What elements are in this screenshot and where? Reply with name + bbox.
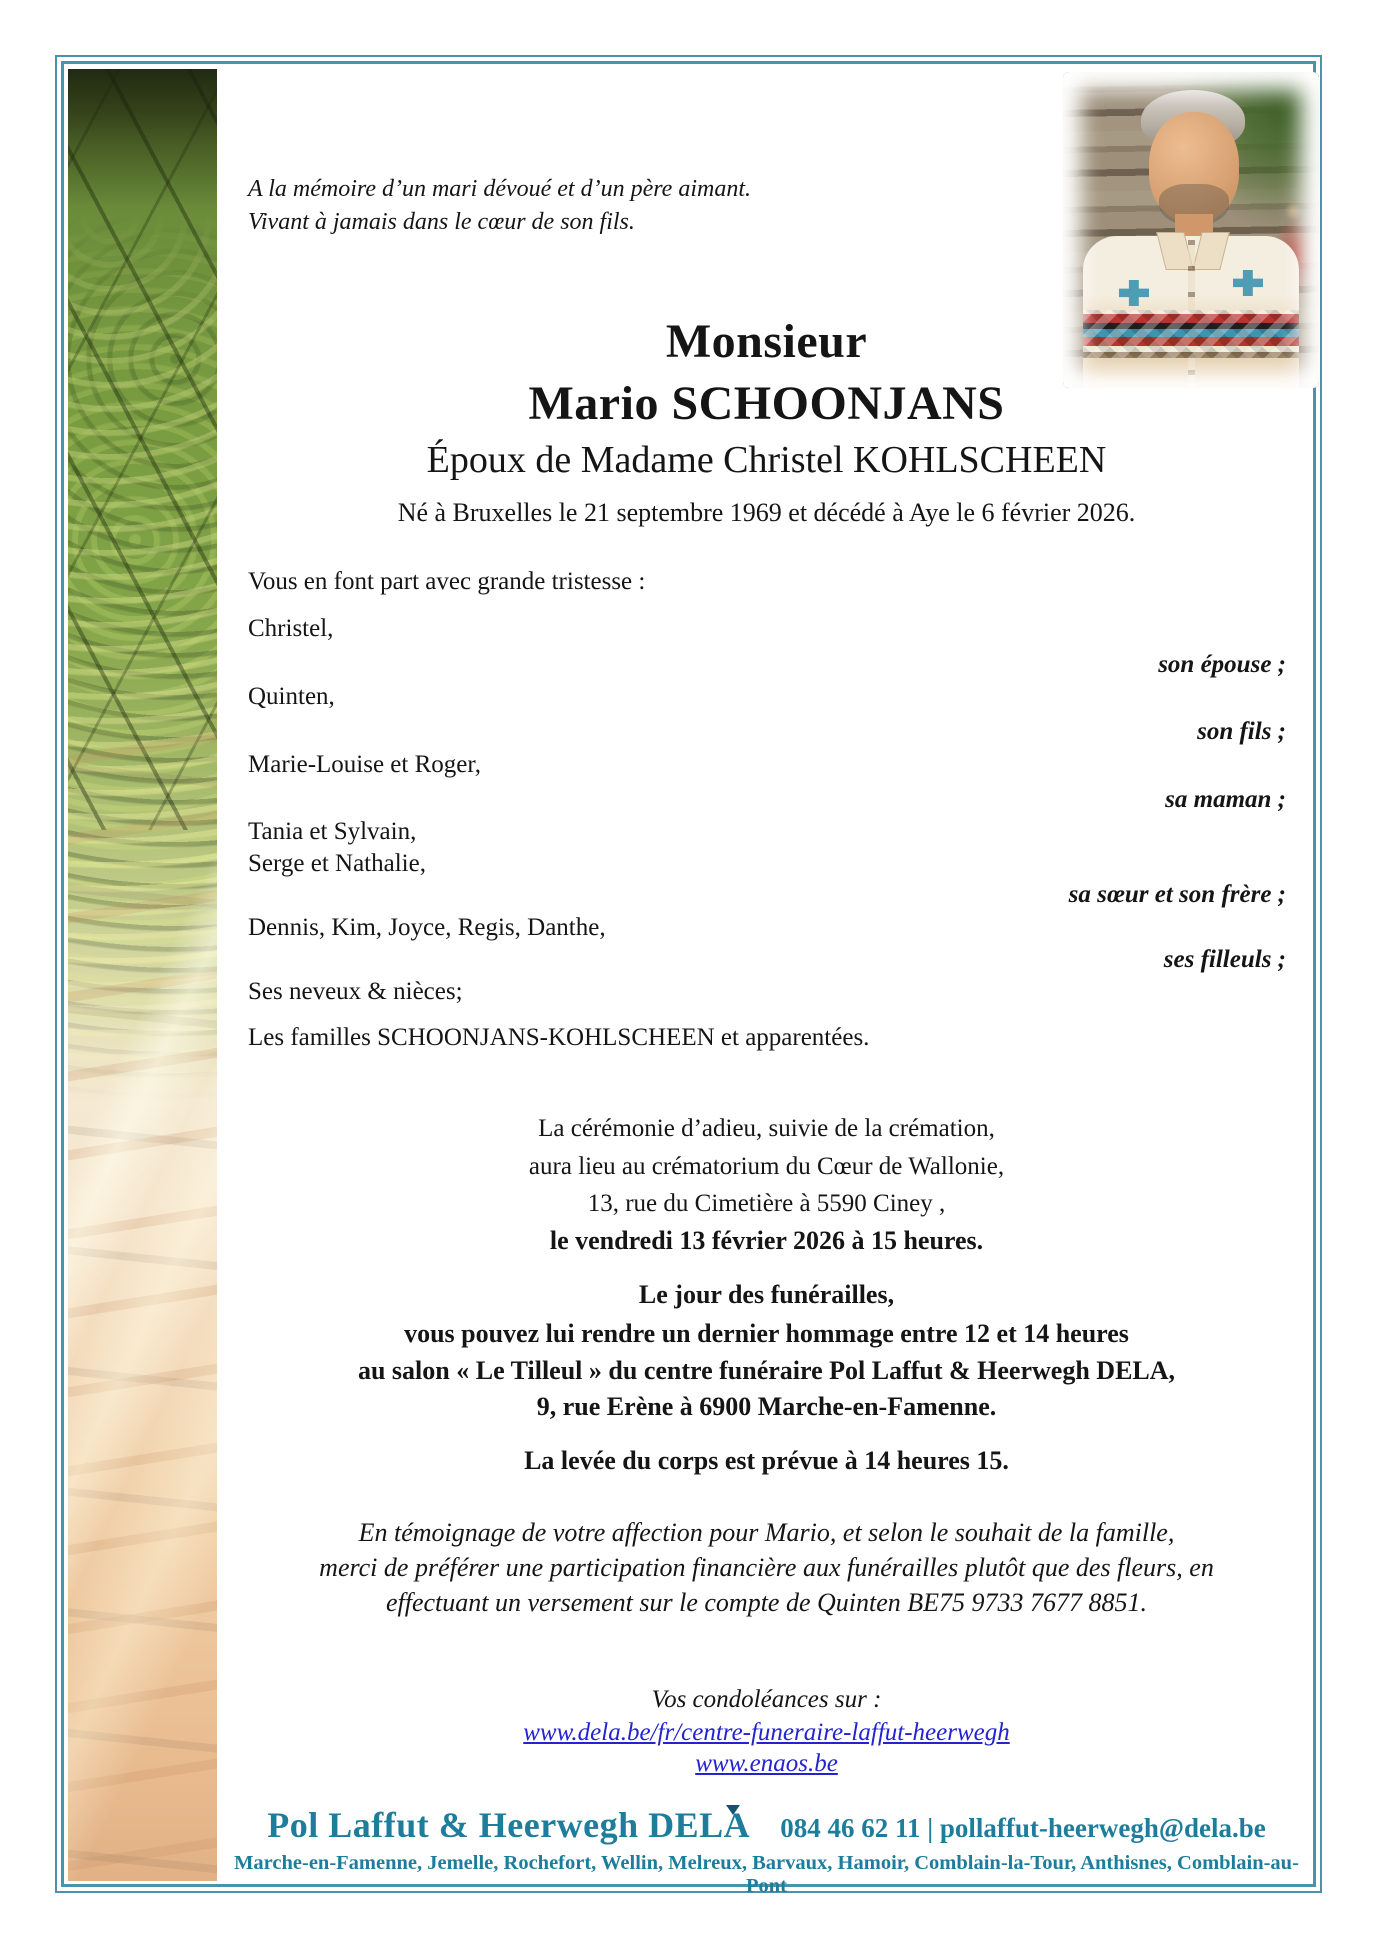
relative-names: Christel, <box>248 615 334 642</box>
footer-brand-line <box>217 1804 1316 1846</box>
condolences-link-line <box>217 1719 1316 1747</box>
relative-names: Tania et Sylvain, <box>248 818 417 845</box>
announcement-intro: Vous en font part avec grande tristesse : <box>248 568 646 595</box>
condolences-link-line <box>217 1750 1316 1778</box>
condolences-link-enaos[interactable]: www.enaos.be <box>695 1750 838 1777</box>
relative-names: Ses neveux & nièces; <box>248 978 463 1005</box>
tribute-line-1: Le jour des funérailles, <box>638 1280 895 1309</box>
relative-names: Dennis, Kim, Joyce, Regis, Danthe, <box>248 914 606 941</box>
ceremony-line-1: La cérémonie d’adieu, suivie de la crémation, <box>538 1115 995 1142</box>
relative-role: sa sœur et son frère ; <box>1068 881 1286 908</box>
relative-names: Quinten, <box>248 683 335 710</box>
tribute-line-4: 9, rue Erène à 6900 Marche-en-Famenne. <box>536 1392 997 1421</box>
forest-path-photo-strip <box>68 69 217 1881</box>
memorial-line-2: Vivant à jamais dans le cœur de son fils. <box>248 209 635 235</box>
tribute-line-3: au salon « Le Tilleul » du centre funéraire Pol Laffut & Heerwegh DELA, <box>357 1356 1176 1385</box>
funeral-home-logo <box>267 1804 750 1846</box>
donation-line-3: effectuant un versement sur le compte de Quinten BE75 9733 7677 8851. <box>385 1588 1148 1617</box>
relative-names: Marie-Louise et Roger, <box>248 751 481 778</box>
funeral-home-brand-text: Pol Laffut & Heerwegh DELA <box>267 1805 751 1845</box>
ceremony-line-2: aura lieu au crématorium du Cœur de Wallonie, <box>528 1153 1005 1180</box>
levee-line: La levée du corps est prévue à 14 heures 15. <box>524 1446 1009 1475</box>
spouse-line: Époux de Madame Christel KOHLSCHEEN <box>426 439 1107 481</box>
relative-role: sa maman ; <box>1165 786 1286 813</box>
relative-names: Serge et Nathalie, <box>248 850 426 877</box>
footer-locations: Marche-en-Famenne, Jemelle, Rochefort, Wellin, Melreux, Barvaux, Hamoir, Comblain-la-Tour, Anthisnes, Comblain-au-Pont <box>234 1852 1299 1897</box>
ceremony-datetime: le vendredi 13 février 2026 à 15 heures. <box>549 1226 984 1255</box>
condolences-label: Vos condoléances sur : <box>651 1686 882 1713</box>
deceased-title: Monsieur <box>665 315 868 368</box>
memorial-line-1: A la mémoire d’un mari dévoué et d’un père aimant. <box>248 176 752 202</box>
condolences-link-dela[interactable]: www.dela.be/fr/centre-funeraire-laffut-heerwegh <box>523 1719 1010 1746</box>
ceremony-line-3: 13, rue du Cimetière à 5590 Ciney , <box>587 1190 946 1217</box>
relative-role: ses filleuls ; <box>1163 946 1286 973</box>
donation-line-2: merci de préférer une participation financière aux funérailles plutôt que des fleurs, en <box>319 1553 1214 1582</box>
relative-role: son épouse ; <box>1158 651 1286 678</box>
footer-contact: 084 46 62 11 | pollaffut-heerwegh@dela.be <box>780 1813 1266 1843</box>
dela-logo-triangle-icon <box>726 1805 740 1815</box>
relative-role: son fils ; <box>1197 718 1286 745</box>
tribute-line-2: vous pouvez lui rendre un dernier hommage entre 12 et 14 heures <box>404 1319 1129 1348</box>
deceased-name: Mario SCHOONJANS <box>528 377 1005 430</box>
families-line: Les familles SCHOONJANS-KOHLSCHEEN et apparentées. <box>248 1024 870 1051</box>
life-dates: Né à Bruxelles le 21 septembre 1969 et décédé à Aye le 6 février 2026. <box>397 498 1136 527</box>
donation-line-1: En témoignage de votre affection pour Mario, et selon le souhait de la famille, <box>358 1518 1175 1547</box>
